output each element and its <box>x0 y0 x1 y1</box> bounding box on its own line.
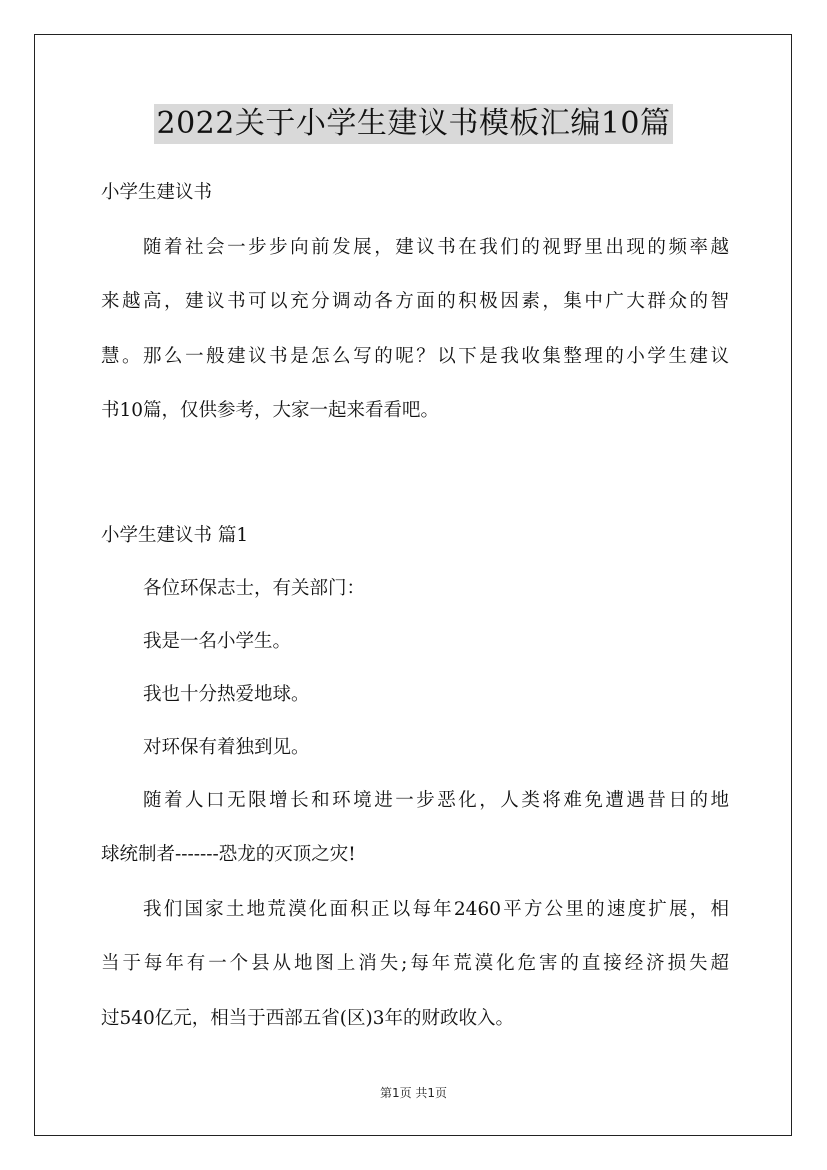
title-container <box>0 104 827 144</box>
page-footer: 第1页 共1页 <box>379 1086 448 1100</box>
paragraph-line: 当于每年有一个县从地图上消失;每年荒漠化危害的直接经济损失超 <box>101 953 729 974</box>
section-heading: 小学生建议书 篇1 <box>101 524 249 546</box>
intro-line: 书10篇，仅供参考，大家一起来看看吧。 <box>101 400 440 421</box>
intro-line: 来越高，建议书可以充分调动各方面的积极因素，集中广大群众的智 <box>101 291 729 312</box>
paragraph-line: 球统制者-------恐龙的灭顶之灾! <box>101 844 356 865</box>
document-body <box>101 175 729 1055</box>
short-paragraph: 我是一名小学生。 <box>143 630 292 652</box>
intro-line: 慧。那么一般建议书是怎么写的呢？以下是我收集整理的小学生建议 <box>101 345 729 367</box>
salutation: 各位环保志士，有关部门： <box>143 577 366 599</box>
document-title: 2022关于小学生建议书模板汇编10篇 <box>154 104 672 144</box>
paragraph-line: 过540亿元，相当于西部五省(区)3年的财政收入。 <box>101 1007 515 1029</box>
short-paragraph: 对环保有着独到见。 <box>143 736 310 758</box>
section-gap <box>101 448 729 518</box>
paragraph-line: 我们国家土地荒漠化面积正以每年2460平方公里的速度扩展，相 <box>143 898 729 920</box>
intro-heading: 小学生建议书 <box>101 182 213 203</box>
paragraph-line: 随着人口无限增长和环境进一步恶化，人类将难免遭遇昔日的地 <box>143 789 729 811</box>
intro-line: 随着社会一步步向前发展，建议书在我们的视野里出现的频率越 <box>143 236 729 258</box>
short-paragraph: 我也十分热爱地球。 <box>143 683 310 705</box>
